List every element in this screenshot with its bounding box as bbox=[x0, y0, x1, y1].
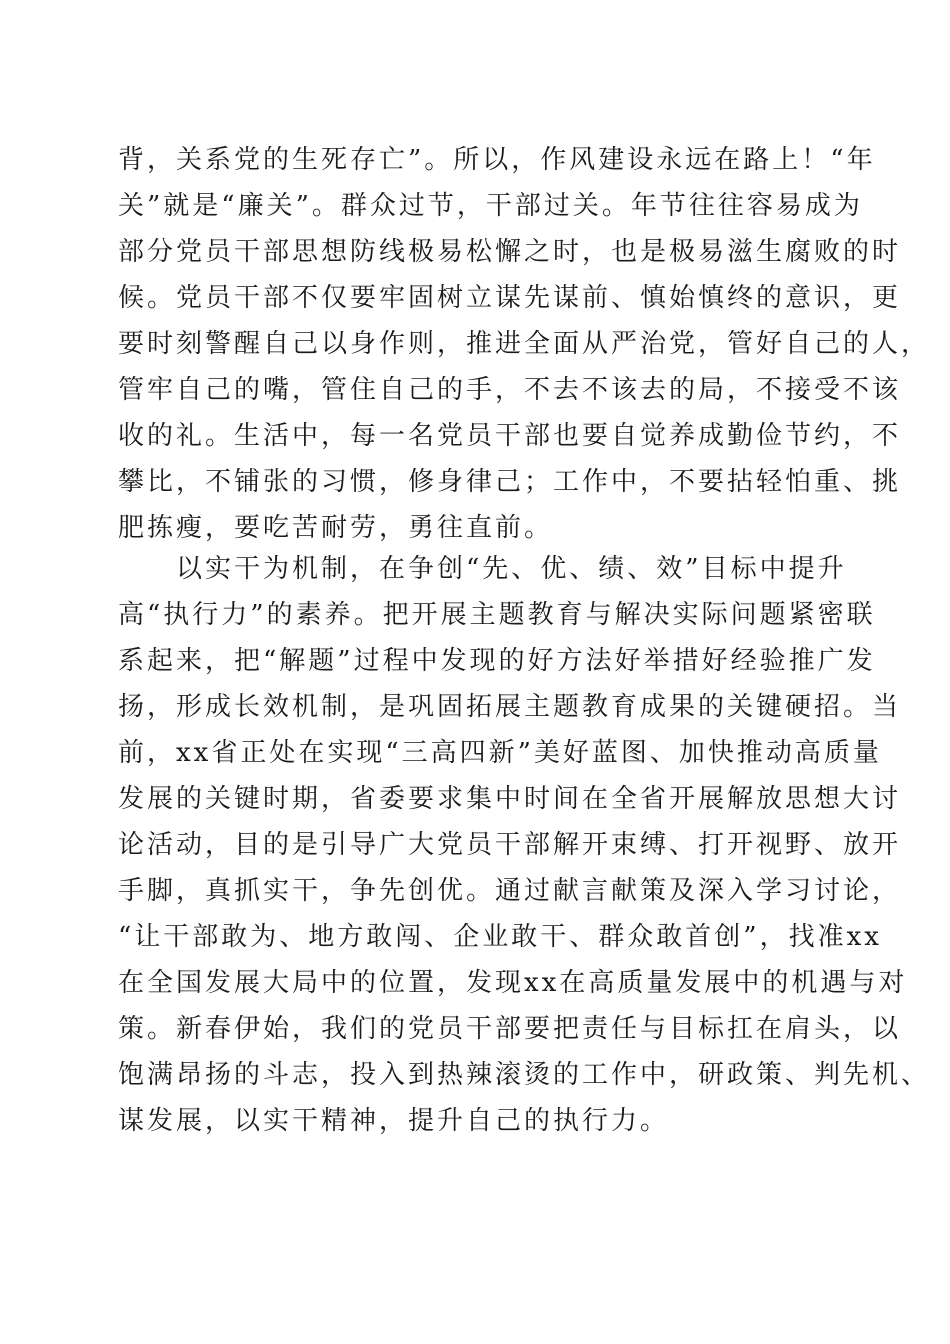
text-line: 高“执行力”的素养。把开展主题教育与解决实际问题紧密联 bbox=[118, 600, 876, 630]
text-line: 扬，形成长效机制，是巩固拓展主题教育成果的关键硬招。当 bbox=[118, 692, 902, 722]
text-line: 关”就是“廉关”。群众过节，干部过关。年节往往容易成为 bbox=[118, 191, 863, 221]
text-line: 攀比，不铺张的习惯，修身律己；工作中，不要拈轻怕重、挑 bbox=[118, 467, 902, 497]
text-line: 谋发展，以实干精神，提升自己的执行力。 bbox=[118, 1106, 670, 1136]
text-line: 背，关系党的生死存亡”。所以，作风建设永远在路上！“年 bbox=[118, 145, 876, 175]
paragraph-2 bbox=[118, 546, 931, 1144]
text-line: 部分党员干部思想防线极易松懈之时，也是极易滋生腐败的时 bbox=[118, 237, 902, 267]
text-line: 要时刻警醒自己以身作则，推进全面从严治党，管好自己的人， bbox=[118, 329, 931, 359]
text-line: 在全国发展大局中的位置，发现xx在高质量发展中的机遇与对 bbox=[118, 968, 908, 998]
text-line: 论活动，目的是引导广大党员干部解开束缚、打开视野、放开 bbox=[118, 830, 902, 860]
text-line: 饱满昂扬的斗志，投入到热辣滚烫的工作中，研政策、判先机、 bbox=[118, 1060, 931, 1090]
text-line: 候。党员干部不仅要牢固树立谋先谋前、慎始慎终的意识，更 bbox=[118, 283, 902, 313]
text-line: 系起来，把“解题”过程中发现的好方法好举措好经验推广发 bbox=[118, 646, 876, 676]
text-line: 肥拣瘦，要吃苦耐劳，勇往直前。 bbox=[118, 513, 554, 543]
text-line: 管牢自己的嘴，管住自己的手，不去不该去的局，不接受不该 bbox=[118, 375, 902, 405]
text-line: “让干部敢为、地方敢闯、企业敢干、群众敢首创”，找准xx bbox=[118, 922, 882, 952]
paragraph-1 bbox=[118, 137, 931, 551]
text-line: 以实干为机制，在争创“先、优、绩、效”目标中提升 bbox=[118, 554, 847, 584]
text-line: 收的礼。生活中，每一名党员干部也要自觉养成勤俭节约，不 bbox=[118, 421, 902, 451]
text-line: 发展的关键时期，省委要求集中时间在全省开展解放思想大讨 bbox=[118, 784, 902, 814]
text-line: 前，xx省正处在实现“三高四新”美好蓝图、加快推动高质量 bbox=[118, 738, 882, 768]
text-line: 策。新春伊始，我们的党员干部要把责任与目标扛在肩头，以 bbox=[118, 1014, 902, 1044]
text-line: 手脚，真抓实干，争先创优。通过献言献策及深入学习讨论， bbox=[118, 876, 902, 906]
